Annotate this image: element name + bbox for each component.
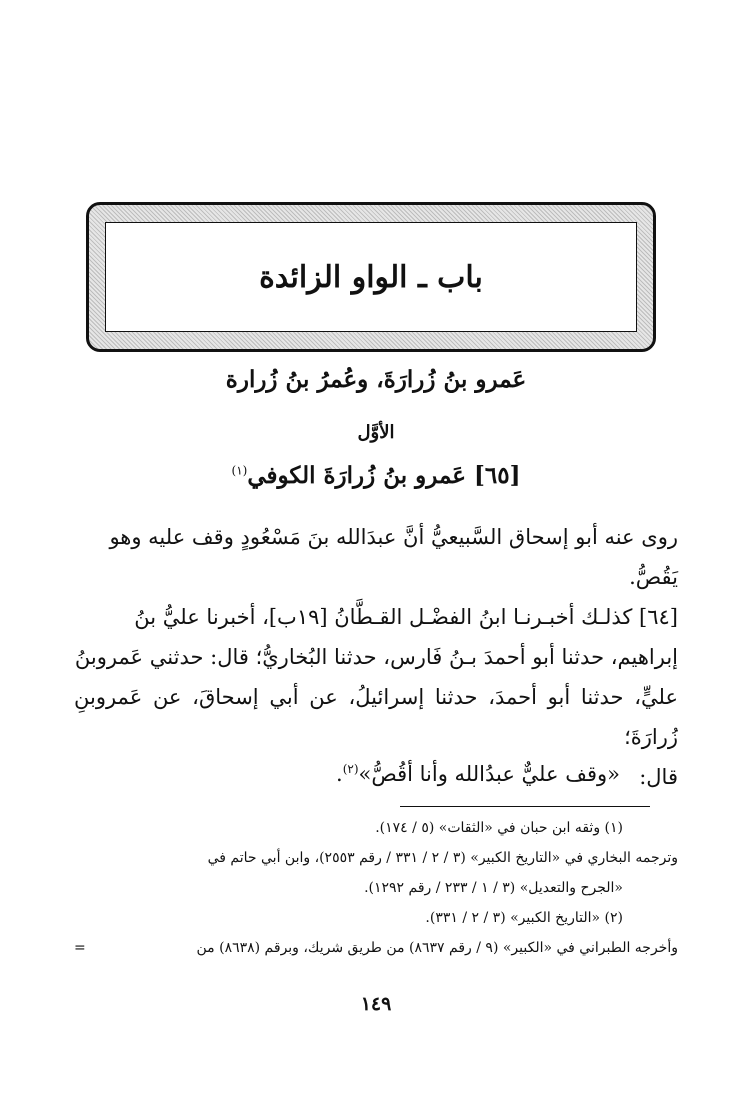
text-line: [٦٤] كذلـك أخبـرنـا ابنُ الفضْـل القـطَّانُ [١٩ب]، أخبرنا عليُّ بنُ [134,605,678,629]
text-line: عليٍّ، حدثنا أبو أحمدَ، حدثنا إسرائيلُ، عن أبي إسحاقَ، عن عَمروبنِ زُرارَةَ؛ [74,685,678,749]
section-heading: عَمرو بنُ زُرارَةَ، وعُمرُ بنُ زُرارة [225,366,527,393]
chapter-title-frame [86,202,656,352]
footnote-line: وترجمه البخاري في «التاريخ الكبير» (٣ / ٢ / ٣٣١ / رقم ٢٥٥٣)، وابن أبي حاتم في [207,850,678,866]
hadith-quote [74,762,620,786]
text-line: قال: [639,765,678,789]
footnote-mark: (٢) [342,762,359,776]
footnote-line: «الجرح والتعديل» (٣ / ١ / ٢٣٣ / رقم ١٢٩٢). [364,880,623,896]
text-line: يَقُصُّ. [629,565,678,589]
text-line: إبراهيم، حدثنا أبو أحمدَ بـنُ فَارس، حدثنا البُخاريُّ؛ قال: حدثني عَمروبنُ [74,645,678,669]
footnote-line [74,933,678,963]
footnote-line: (١) وثقه ابن حبان في «الثقات» (٥ / ١٧٤). [375,820,623,836]
footnote-text: وأخرجه الطبراني في «الكبير» (٩ / رقم ٨٦٣٧) من طريق شريك، وبرقم (٨٦٣٨) من [196,940,678,956]
chapter-title: باب ـ الواو الزائدة [259,259,483,295]
quote-text: «وقف عليٌّ عبدُالله وأنا أقُصُّ» [358,762,620,786]
chapter-title-box [105,222,637,332]
footnotes [74,813,678,963]
entry-title-text: [٦٥] عَمرو بنُ زُرارَةَ الكوفي [247,462,521,489]
entry-title [60,462,692,489]
section-subheading: الأوَّل [357,422,395,443]
intro-paragraph [74,517,678,597]
quote-end: . [336,762,343,786]
footnote-mark: (١) [231,463,248,478]
footnote-line: (٢) «التاريخ الكبير» (٣ / ٢ / ٣٣١). [425,910,623,926]
footnote-divider [400,806,650,807]
page-number: ١٤٩ [360,993,392,1015]
continuation-mark: = [74,940,86,956]
text-line: روى عنه أبو إسحاق السَّبيعيُّ أنَّ عبدَالله بنَ مَسْعُودٍ وقف عليه وهو [109,525,678,549]
